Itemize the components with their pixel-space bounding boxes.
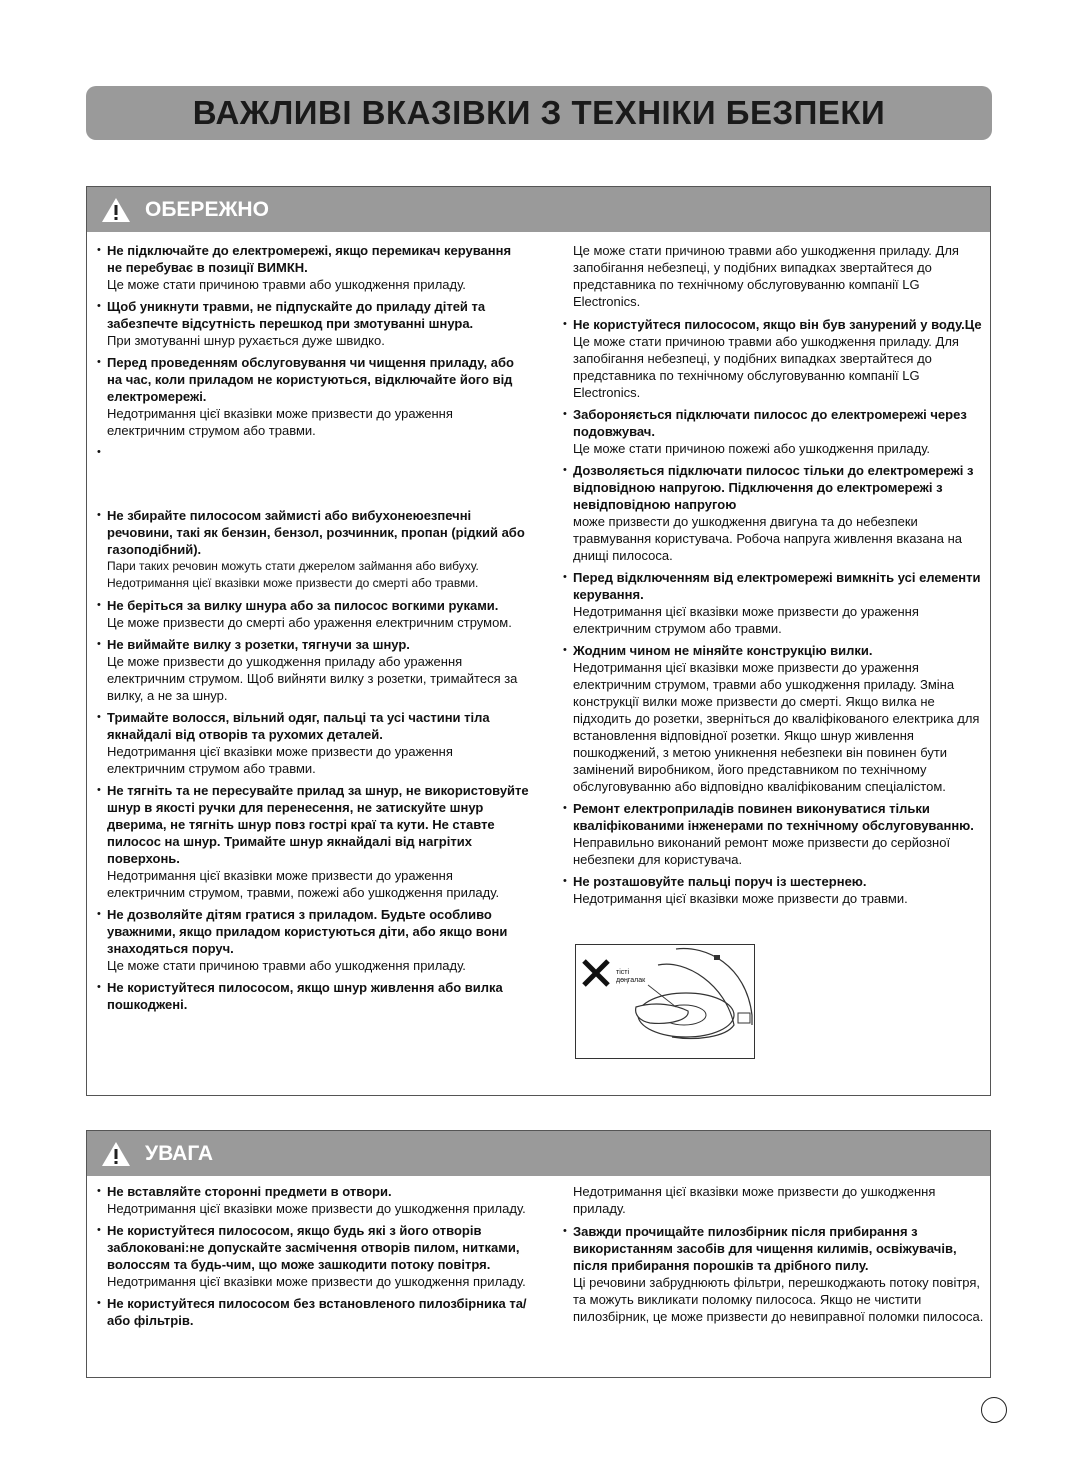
caution-heading: ОБЕРЕЖНО <box>145 197 269 221</box>
caution-item: • Жодним чином не міняйте конструкцію вилки. Недотримання цієї вказівки може призвести до ураження електричним струмом, травми або ушкодження приладу. Зміна конструкції вилки може призвести до смерті. Якщо вилка не підходить до розетки, зверніться до кваліфікованого електрика для встановлення відповідної розетки. Якщо шнур живлення пошкоджений, з метою уникнення небезпеки він повинен бути замінений виробником, його представником по технічному обслуговуванню або відповідно кваліфікованим спеціалістом. <box>563 642 985 795</box>
gear-hazard-illustration <box>575 944 755 1059</box>
warning-header <box>87 1131 990 1176</box>
caution-item: • Ремонт електроприладів повинен виконуватися тільки кваліфікованими інженерами по технічному обслуговуванню. Неправильно виконаний ремонт може призвести до серйозної небезпеки для користувача. <box>563 800 985 868</box>
warning-item: • Не користуйтеся пилососом без встановленого пилозбірника та/або фільтрів. <box>97 1295 529 1329</box>
caution-item: • Не збирайте пилососом займисті або вибухонеюезпечні речовини, такі як бензин, бензол, розчинник, пропан (рідкий або газоподібний). Пари таких речовин можуть стати джерелом займання або вибуху. Недотримання цієї вказівки може призвести до смерті або травми. <box>97 507 529 592</box>
caution-item: • Щоб уникнути травми, не підпускайте до приладу дітей та забезпечте відсутність перешкод при змотуванні шнура. При змотуванні шнур рухається дуже швидко. <box>97 298 529 349</box>
caution-item: • Перед відключенням від електромережі вимкніть усі елементи керування. Недотримання цієї вказівки може призвести до ураження електричним струмом або травми. <box>563 569 985 637</box>
caution-item: • Не дозволяйте дітям гратися з приладом. Будьте особливо уважними, якщо приладом користуються діти, або якщо вони знаходяться поруч. Це може стати причиною травми або ушкодження приладу. <box>97 906 529 974</box>
caution-item: • Тримайте волосся, вільний одяг, пальці та усі частини тіла якнайдалі від отворів та рухомих деталей. Недотримання цієї вказівки може призвести до ураження електричним струмом або травми. <box>97 709 529 777</box>
caution-item: • Не користуйтеся пилососом, якщо шнур живлення або вилка пошкоджені. <box>97 979 529 1013</box>
warning-item: • Не користуйтеся пилососом, якщо будь які з його отворів заблоковані:не допускайте засмічення отворів пилом, нитками, волоссям та будь-чим, що може зашкодити потоку повітря. Недотримання цієї вказівки може призвести до ушкодження приладу. <box>97 1222 529 1290</box>
caution-right-lead: Це може стати причиною травми або ушкодження приладу. Для запобігання небезпеці, у подібних випадках звертайтеся до представника по технічному обслуговуванню компанії LG Electronics. <box>573 243 959 309</box>
warning-right-column <box>563 1183 985 1330</box>
caution-item: • Дозволяється підключати пилосос тільки до електромережі з відповідною напругою. Підключення до електромережі з невідповідною напругою може призвести до ушкодження двигуна та до небезпеки травмування користувача. Робоча напруга живлення вказана на днищі пилососа. <box>563 462 985 564</box>
page-title: ВАЖЛИВІ ВКАЗІВКИ З ТЕХНІКИ БЕЗПЕКИ <box>192 94 886 131</box>
caution-item: • Не розташовуйте пальці поруч із шестернею. Недотримання цієї вказівки може призвести до травми. <box>563 873 985 907</box>
warning-triangle-icon <box>101 1141 131 1167</box>
warning-triangle-icon <box>101 197 131 223</box>
warning-heading: УВАГА <box>145 1141 214 1165</box>
warning-item: • Не вставляйте сторонні предмети в отвори. Недотримання цієї вказівки може призвести до ушкодження приладу. <box>97 1183 529 1217</box>
caution-header <box>87 187 990 232</box>
caution-right-column <box>563 242 985 912</box>
caution-item: • Не підключайте до електромережі, якщо перемикач керування не перебуває в позиції ВИМКН. Це може стати причиною травми або ушкодження приладу. <box>97 242 529 293</box>
warning-right-lead: Недотримання цієї вказівки може призвести до ушкодження приладу. <box>573 1184 936 1216</box>
caution-item: • Не користуйтеся пилососом, якщо він був занурений у воду.Це Це може стати причиною травми або ушкодження приладу. Для запобігання небезпеці, у подібних випадках звертайтеся до представника по технічному обслуговуванню компанії LG Electronics. <box>563 316 985 401</box>
page-number-marker <box>981 1397 1007 1423</box>
caution-item-empty <box>97 444 529 502</box>
caution-left-column <box>97 242 529 1018</box>
caution-item: • Не виймайте вилку з розетки, тягнучи за шнур. Це може призвести до ушкодження приладу або ураження електричним струмом. Щоб вийняти вилку з розетки, тримайтеся за вилку, а не за шнур. <box>97 636 529 704</box>
warning-item: • Завжди прочищайте пилозбірник після прибирання з використанням засобів для чищення килимів, освіжувачів, після прибирання порошків та дрібного пилу. Ці речовини забруднюють фільтри, перешкоджають потоку повітря, та можуть викликати поломку пилососа. Якщо не чистити пилозбірник, це може призвести до невиправної поломки пилососа. <box>563 1223 985 1325</box>
warning-left-column <box>97 1183 529 1334</box>
cross-mark-icon <box>576 945 754 1058</box>
caution-item: • Не тягніть та не пересувайте прилад за шнур, не використовуйте шнур в якості ручки для перенесення, не затискуйте шнур дверима, не тягніть шнур повз гострі краї та кути. Не ставте пилосос на шнур. Тримайте шнур якнайдалі від нагрітих поверхонь. Недотримання цієї вказівки може призвести до ураження електричним струмом, травми, пожежі або ушкодження приладу. <box>97 782 529 901</box>
figure-label: тісті дөңгалак <box>616 969 646 984</box>
caution-item: • Не беріться за вилку шнура або за пилосос вогкими руками. Це може призвести до смерті або ураження електричним струмом. <box>97 597 529 631</box>
page-title-bar <box>86 86 992 140</box>
caution-item: • Перед проведенням обслуговування чи чищення приладу, або на час, коли приладом не користуються, відключайте його від електромережі. Недотримання цієї вказівки може призвести до ураження електричним струмом або травми. <box>97 354 529 439</box>
caution-item: • Забороняється підключати пилосос до електромережі через подовжувач. Це може стати причиною пожежі або ушкодження приладу. <box>563 406 985 457</box>
